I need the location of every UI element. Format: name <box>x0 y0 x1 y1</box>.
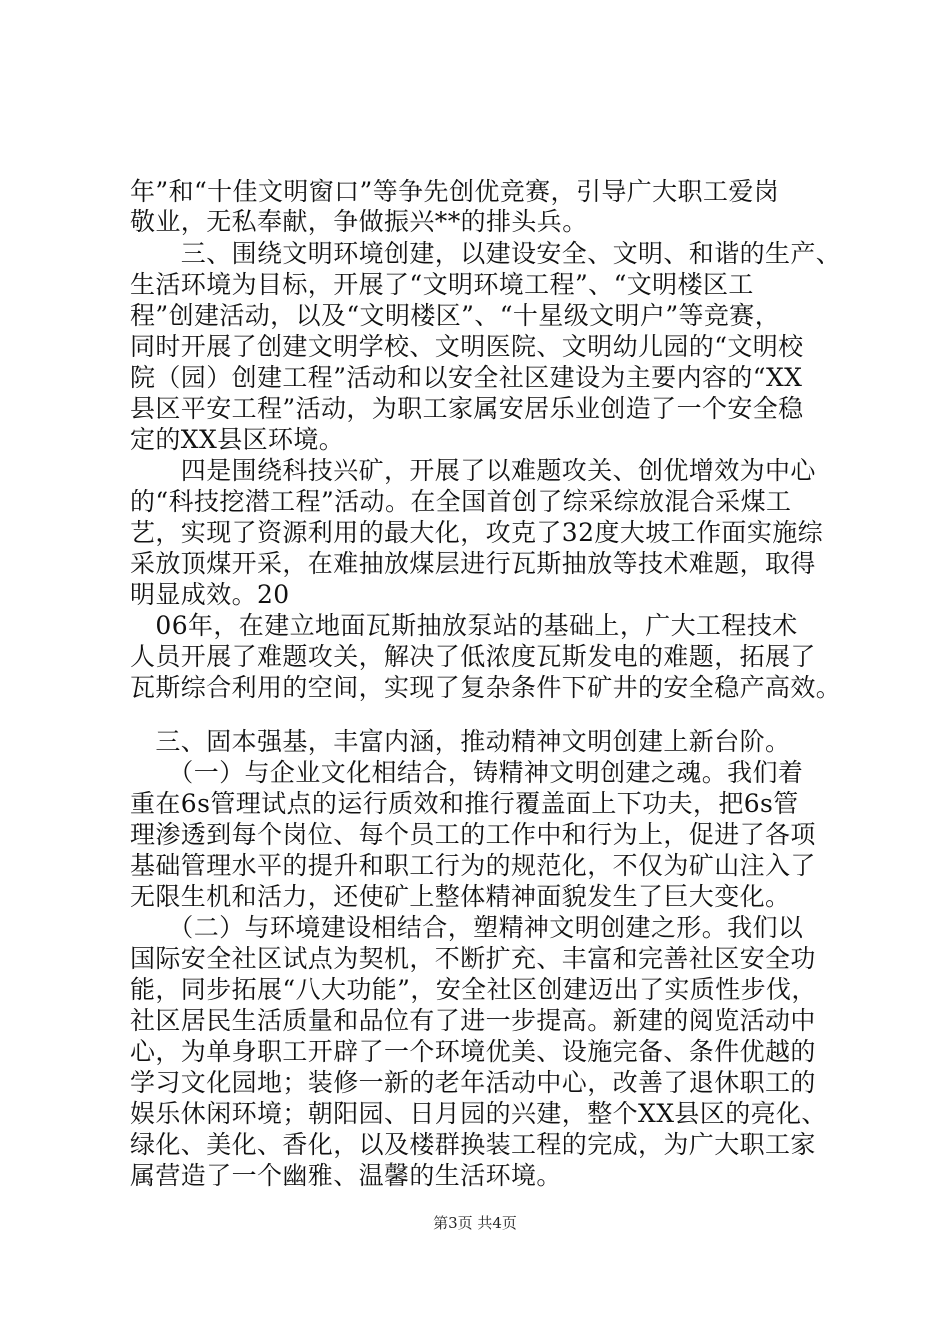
text-line: 四是围绕科技兴矿，开展了以难题攻关、创优增效为中心 <box>130 456 816 485</box>
text-line: 重在6s管理试点的运行质效和推行覆盖面上下功夫，把6s管 <box>130 789 799 818</box>
page-number-footer: 第3页 共4页 <box>433 1214 517 1232</box>
text-line: 年”和“十佳文明窗口”等争先创优竞赛，引导广大职工爱岗 <box>130 177 780 206</box>
text-line: 娱乐休闲环境；朝阳园、日月园的兴建，整个XX县区的亮化、 <box>130 1099 827 1128</box>
text-line: 06年，在建立地面瓦斯抽放泵站的基础上，广大工程技术 <box>130 611 798 640</box>
text-line: 基础管理水平的提升和职工行为的规范化，不仅为矿山注入了 <box>130 851 816 880</box>
text-line: 心，为单身职工开辟了一个环境优美、设施完备、条件优越的 <box>130 1037 816 1066</box>
text-line: 理渗透到每个岗位、每个员工的工作中和行为上，促进了各项 <box>130 820 816 849</box>
text-line: 程”创建活动，以及“文明楼区”、“十星级文明户”等竞赛， <box>130 301 781 330</box>
text-line: 生活环境为目标，开展了“文明环境工程”、“文明楼区工 <box>130 270 754 299</box>
text-line: 的“科技挖潜工程”活动。在全国首创了综采综放混合采煤工 <box>130 487 792 516</box>
text-line: （二）与环境建设相结合，塑精神文明创建之形。我们以 <box>130 913 804 942</box>
text-line: 院（园）创建工程”活动和以安全社区建设为主要内容的“XX <box>130 363 803 392</box>
text-line: 县区平安工程”活动，为职工家属安居乐业创造了一个安全稳 <box>130 394 804 423</box>
text-line: 无限生机和活力，还使矿上整体精神面貌发生了巨大变化。 <box>130 882 791 911</box>
text-line: 社区居民生活质量和品位有了进一步提高。新建的阅览活动中 <box>130 1006 816 1035</box>
text-line: 艺，实现了资源利用的最大化，攻克了32度大坡工作面实施综 <box>130 518 824 547</box>
text-line: 三、围绕文明环境创建，以建设安全、文明、和谐的生产、 <box>130 239 842 268</box>
text-line: 人员开展了难题攻关，解决了低浓度瓦斯发电的难题，拓展了 <box>130 642 816 671</box>
text-line: 同时开展了创建文明学校、文明医院、文明幼儿园的“文明校 <box>130 332 804 361</box>
text-line: 属营造了一个幽雅、温馨的生活环境。 <box>130 1161 562 1190</box>
text-line: （一）与企业文化相结合，铸精神文明创建之魂。我们着 <box>130 758 804 787</box>
text-line: 采放顶煤开采，在难抽放煤层进行瓦斯抽放等技术难题，取得 <box>130 549 816 578</box>
text-line: 敬业，无私奉献，争做振兴**的排头兵。 <box>130 207 588 236</box>
text-line: 国际安全社区试点为契机，不断扩充、丰富和完善社区安全功 <box>130 944 816 973</box>
text-line: 绿化、美化、香化，以及楼群换装工程的完成，为广大职工家 <box>130 1130 816 1159</box>
text-line: 学习文化园地；装修一新的老年活动中心，改善了退休职工的 <box>130 1068 816 1097</box>
section-heading: 三、固本强基，丰富内涵，推动精神文明创建上新台阶。 <box>130 727 791 756</box>
text-line: 能，同步拓展“八大功能”，安全社区创建迈出了实质性步伐， <box>130 975 817 1004</box>
text-line: 明显成效。20 <box>130 580 290 609</box>
text-line: 定的XX县区环境。 <box>130 425 345 454</box>
text-line: 瓦斯综合利用的空间，实现了复杂条件下矿井的安全稳产高效。 <box>130 673 842 702</box>
